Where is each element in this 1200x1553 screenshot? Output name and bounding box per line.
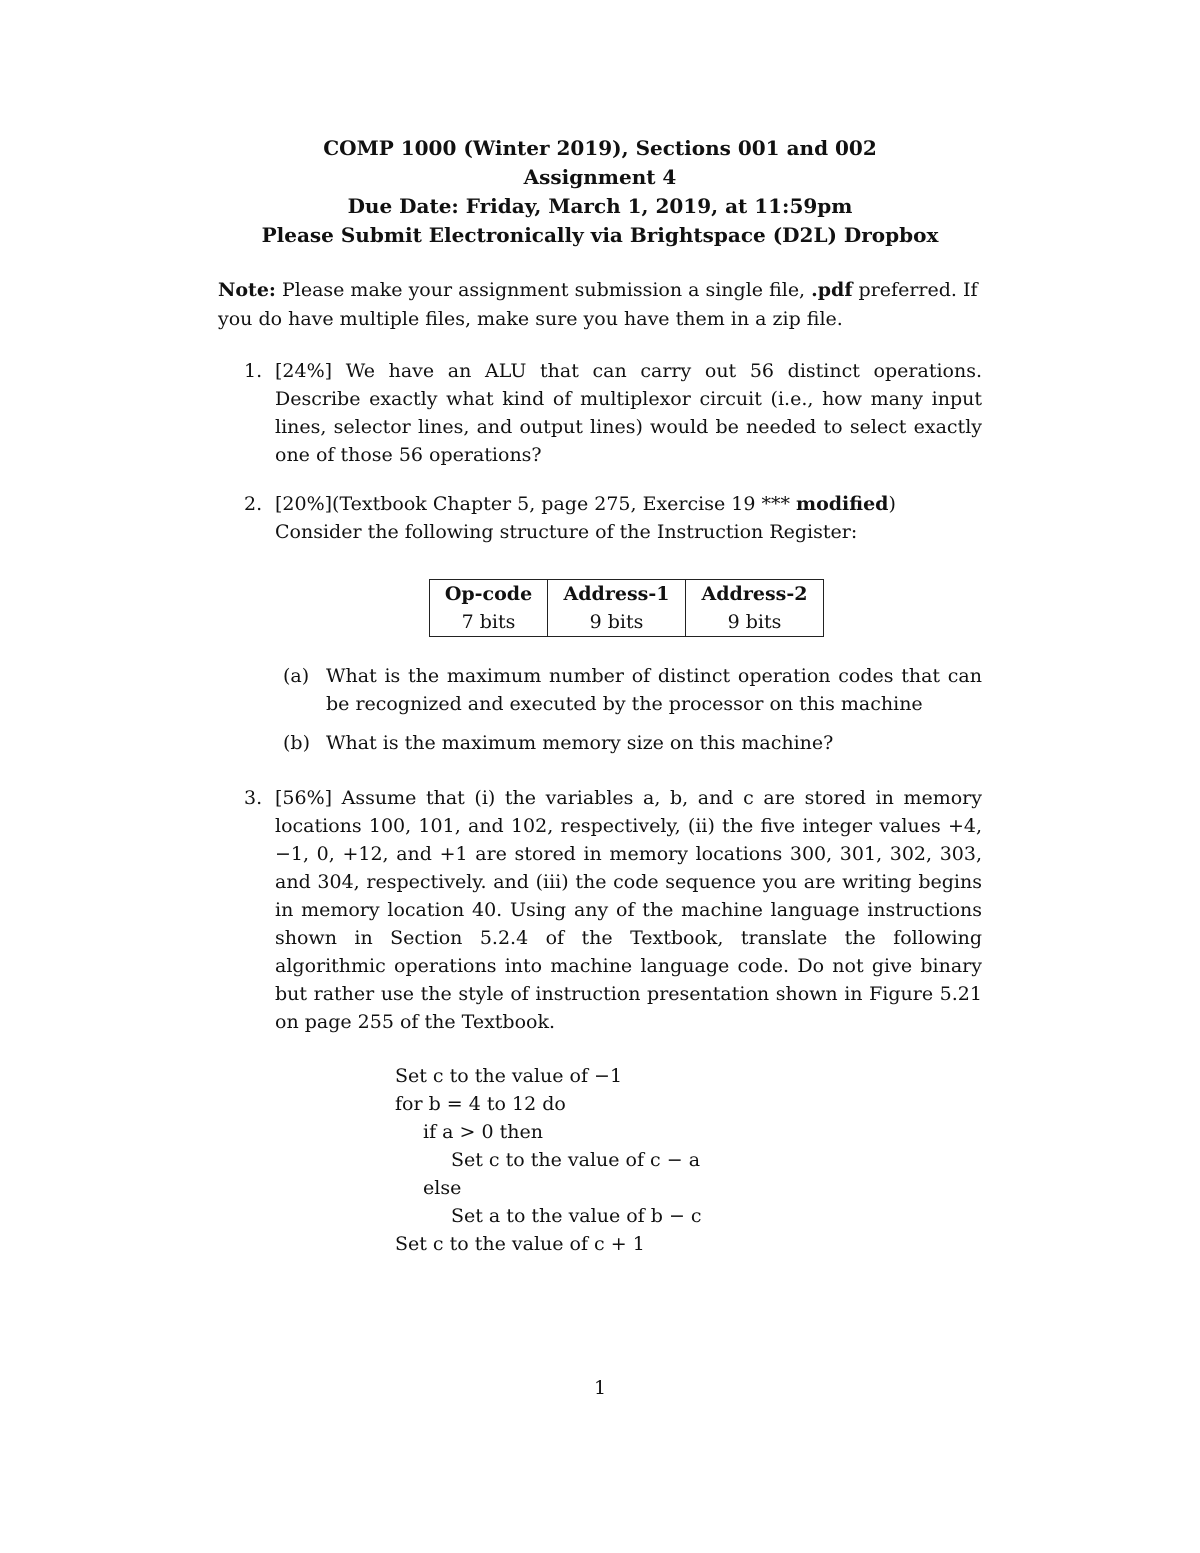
table-cell-address-1-bits: 9 bits [548,608,686,637]
instruction-register-table [429,579,824,637]
table-header-address-1: Address-1 [548,580,686,609]
question-1 [218,357,982,469]
document-header [0,134,1200,250]
question-2-text-post: ) [888,493,896,515]
table-header-opcode: Op-code [430,580,548,609]
algorithm-line: Set c to the value of c − a [451,1149,701,1171]
question-1-number: 1. [244,360,263,382]
algorithm-line: Set c to the value of c + 1 [395,1233,645,1255]
note-file-extension: .pdf [811,279,853,301]
question-2b [283,729,982,757]
table-row [430,608,824,637]
question-2a [283,662,982,718]
algorithm-line: if a > 0 then [423,1121,543,1143]
assignment-title: Assignment 4 [523,165,677,189]
question-2-number: 2. [244,493,263,515]
note-text-2: preferred. If you do have multiple files, make sure you have them in a zip file. [218,279,978,330]
note-text-1: Please make your assignment submission a single file, [275,279,812,301]
algorithm-line: else [423,1177,462,1199]
question-2a-label: (a) [283,665,310,687]
table-cell-opcode-bits: 7 bits [430,608,548,637]
page-number: 1 [593,1377,607,1399]
question-2a-text: What is the maximum number of distinct operation codes that can be recognized and executed by the processor on this machine [326,665,982,715]
question-2 [218,490,982,546]
question-2-line-2: Consider the following structure of the Instruction Register: [275,521,858,543]
question-2-modified-label: modified [796,493,889,515]
question-3-text: [56%] Assume that (i) the variables a, b, and c are stored in memory locations 100, 101, and 102, respectively, (ii) the five integer values +4, −1, 0, +12, and +1 are stored in memory locations 300, 301, 302, 303, and 304, respectively. and (iii) the code sequence you are writing begins in memory location 40. Using any of the machine language instructions shown in Section 5.2.4 of the Textbook, translate the following algorithmic operations into machine language code. Do not give binary but rather use the style of instruction presentation shown in Figure 5.21 on page 255 of the Textbook. [275,787,982,1033]
table-header-row [430,580,824,609]
question-3-number: 3. [244,787,263,809]
algorithm-block [395,1062,702,1258]
question-2-text-pre: [20%](Textbook Chapter 5, page 275, Exercise 19 *** [275,493,796,515]
algorithm-line: for b = 4 to 12 do [395,1093,566,1115]
note-label: Note: [218,279,276,301]
algorithm-line: Set a to the value of b − c [451,1205,702,1227]
submission-instructions: Please Submit Electronically via Brightspace (D2L) Dropbox [261,223,939,247]
question-1-text: [24%] We have an ALU that can carry out 56 distinct operations. Describe exactly what kind of multiplexor circuit (i.e., how many input lines, selector lines, and output lines) would be needed to select exactly one of those 56 operations? [275,360,982,466]
table-header-address-2: Address-2 [686,580,824,609]
question-2b-label: (b) [283,732,310,754]
course-title: COMP 1000 (Winter 2019), Sections 001 and 002 [323,136,877,160]
question-3 [218,784,982,1036]
submission-note [218,276,982,334]
algorithm-line: Set c to the value of −1 [395,1065,623,1087]
question-2b-text: What is the maximum memory size on this machine? [326,732,834,754]
due-date: Due Date: Friday, March 1, 2019, at 11:59pm [347,194,853,218]
question-2-text [275,490,982,546]
table-cell-address-2-bits: 9 bits [686,608,824,637]
